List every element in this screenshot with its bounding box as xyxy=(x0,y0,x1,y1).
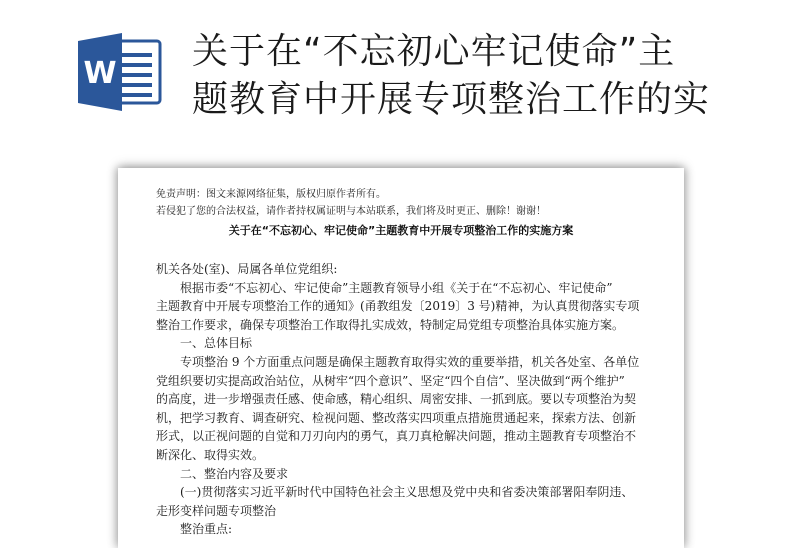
paragraph-line: 整治工作要求，确保专项整治工作取得扎实成效，特制定局党组专项整治具体实施方案。 xyxy=(156,317,625,332)
paragraph-line: 的高度，进一步增强责任感、使命感，精心组织、周密安排、一抓到底。要以专项整治为契 xyxy=(156,392,637,407)
paragraph-line: 形式，以正视问题的自觉和刀刃向内的勇气，真刀真枪解决问题，推动主题教育专项整治不 xyxy=(156,429,637,444)
paragraph-line: 机，把学习教育、调查研究、检视问题、整改落实四项重点措施贯通起来，探索方法、创新 xyxy=(156,410,637,425)
document-title: 关于在“不忘初心、牢记使命”主题教育中开展专项整治工作的实施方案 xyxy=(228,224,574,237)
paragraph-line: 党组织要切实提高政治站位，从树牢“四个意识”、坚定“四个自信”、坚决做到“两个维护” xyxy=(156,373,625,388)
disclaimer-line: 若侵犯了您的合法权益，请作者持权属证明与本站联系，我们将及时更正、删除！谢谢！ xyxy=(156,206,546,217)
disclaimer-line: 免责声明：图文来源网络征集，版权归原作者所有。 xyxy=(156,189,386,200)
title-line: 关于在“不忘初心牢记使命”主 xyxy=(192,31,676,72)
word-icon xyxy=(76,33,164,111)
salutation: 机关各处(室)、局属各单位党组织: xyxy=(156,262,338,276)
paragraph-line: 走形变样问题专项整治 xyxy=(156,503,277,518)
paragraph-line: 断深化、取得实效。 xyxy=(156,447,265,462)
disclaimer xyxy=(156,186,656,220)
paragraph-line: 主题教育中开展专项整治工作的通知》(甬教组发〔2019〕3 号)精神，为认真贯彻落实专项 xyxy=(156,299,640,314)
section-heading: 一、总体目标 xyxy=(180,336,253,351)
svg-text:W: W xyxy=(83,56,117,91)
paragraph-line: (一)贯彻落实习近平新时代中国特色社会主义思想及党中央和省委决策部署阳奉阴违、 xyxy=(180,485,634,500)
page-title xyxy=(192,28,752,124)
paragraph-line: 整治重点: xyxy=(180,522,233,537)
paragraph-line: 专项整治 9 个方面重点问题是确保主题教育取得实效的重要举措，机关各处室、各单位 xyxy=(180,354,640,369)
document-page xyxy=(118,168,684,548)
document-body xyxy=(156,260,656,539)
paragraph-line: 根据市委“不忘初心、牢记使命”主题教育领导小组《关于在“不忘初心、牢记使命” xyxy=(180,280,613,295)
section-heading: 二、整治内容及要求 xyxy=(180,466,289,481)
header xyxy=(0,0,800,150)
title-line: 题教育中开展专项整治工作的实 xyxy=(192,79,711,120)
